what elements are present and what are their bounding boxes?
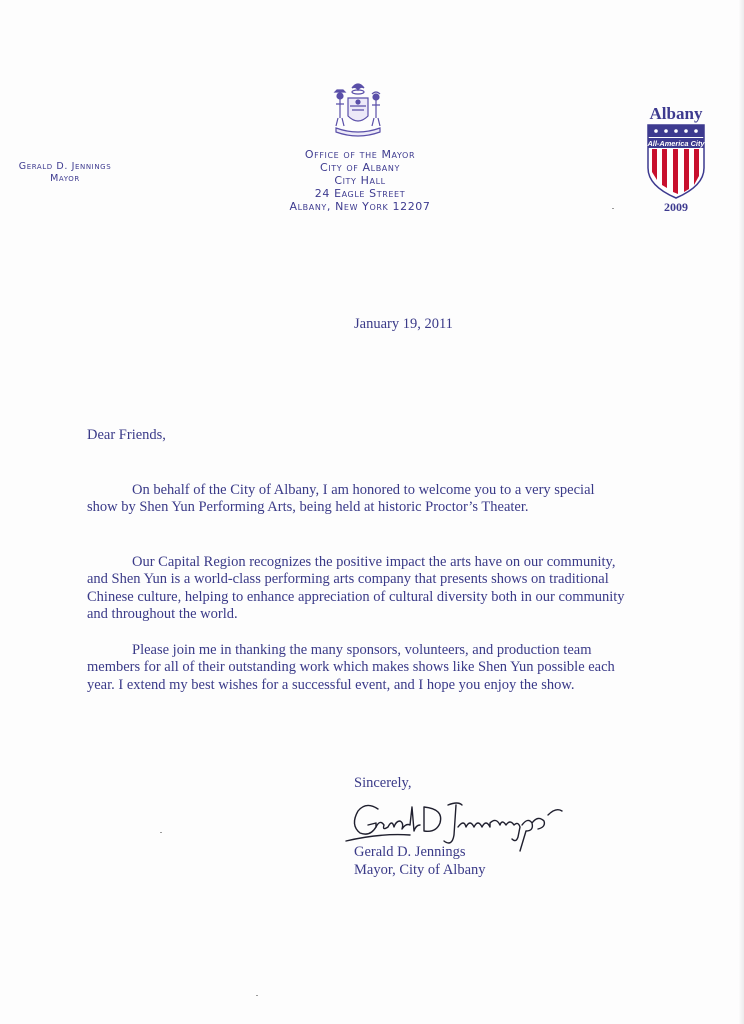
signatory-title: Mayor, City of Albany (354, 862, 486, 878)
office-line: City of Albany (320, 161, 400, 174)
office-line: Albany, New York 12207 (289, 200, 431, 213)
scan-speck (612, 208, 614, 209)
office-line: Office of the Mayor (304, 148, 416, 161)
closing: Sincerely, (354, 775, 412, 791)
badge-banner: All-America City (647, 139, 705, 148)
office-line: 24 Eagle Street (314, 187, 406, 200)
mayor-title: Mayor (50, 173, 80, 184)
office-address-block (240, 148, 480, 213)
office-line: City Hall (334, 174, 386, 187)
shield-icon (647, 124, 705, 200)
mayor-name: Gerald D. Jennings (18, 161, 112, 172)
badge-year: 2009 (664, 200, 688, 214)
salutation: Dear Friends, (87, 427, 166, 443)
badge-city-name: Albany (649, 104, 703, 123)
body-paragraph: Please join me in thanking the many sponsors, volunteers, and production team members for all of their outstanding work which makes shows like Shen Yun possible each year. I extend my best wishes for a successful event, and I hope you enjoy the show. (87, 642, 615, 693)
signatory-name: Gerald D. Jennings (354, 844, 466, 860)
page-edge-shadow (738, 0, 744, 1024)
scan-speck (160, 832, 162, 833)
body-paragraph: Our Capital Region recognizes the positive impact the arts have on our community, and Shen Yun is a world-class performing arts company that presents shows on traditional Chinese culture, helping to enhance appreciation of cultural diversity both in our community and throughout the world. (87, 554, 625, 623)
body-paragraph: On behalf of the City of Albany, I am honored to welcome you to a very special show by Shen Yun Performing Arts, being held at historic Proctor’s Theater. (87, 482, 595, 516)
letter-date: January 19, 2011 (354, 316, 453, 332)
city-seal-icon (326, 80, 390, 138)
all-america-city-badge (638, 104, 714, 216)
mayor-name-block (14, 161, 116, 185)
scan-speck (256, 995, 258, 996)
